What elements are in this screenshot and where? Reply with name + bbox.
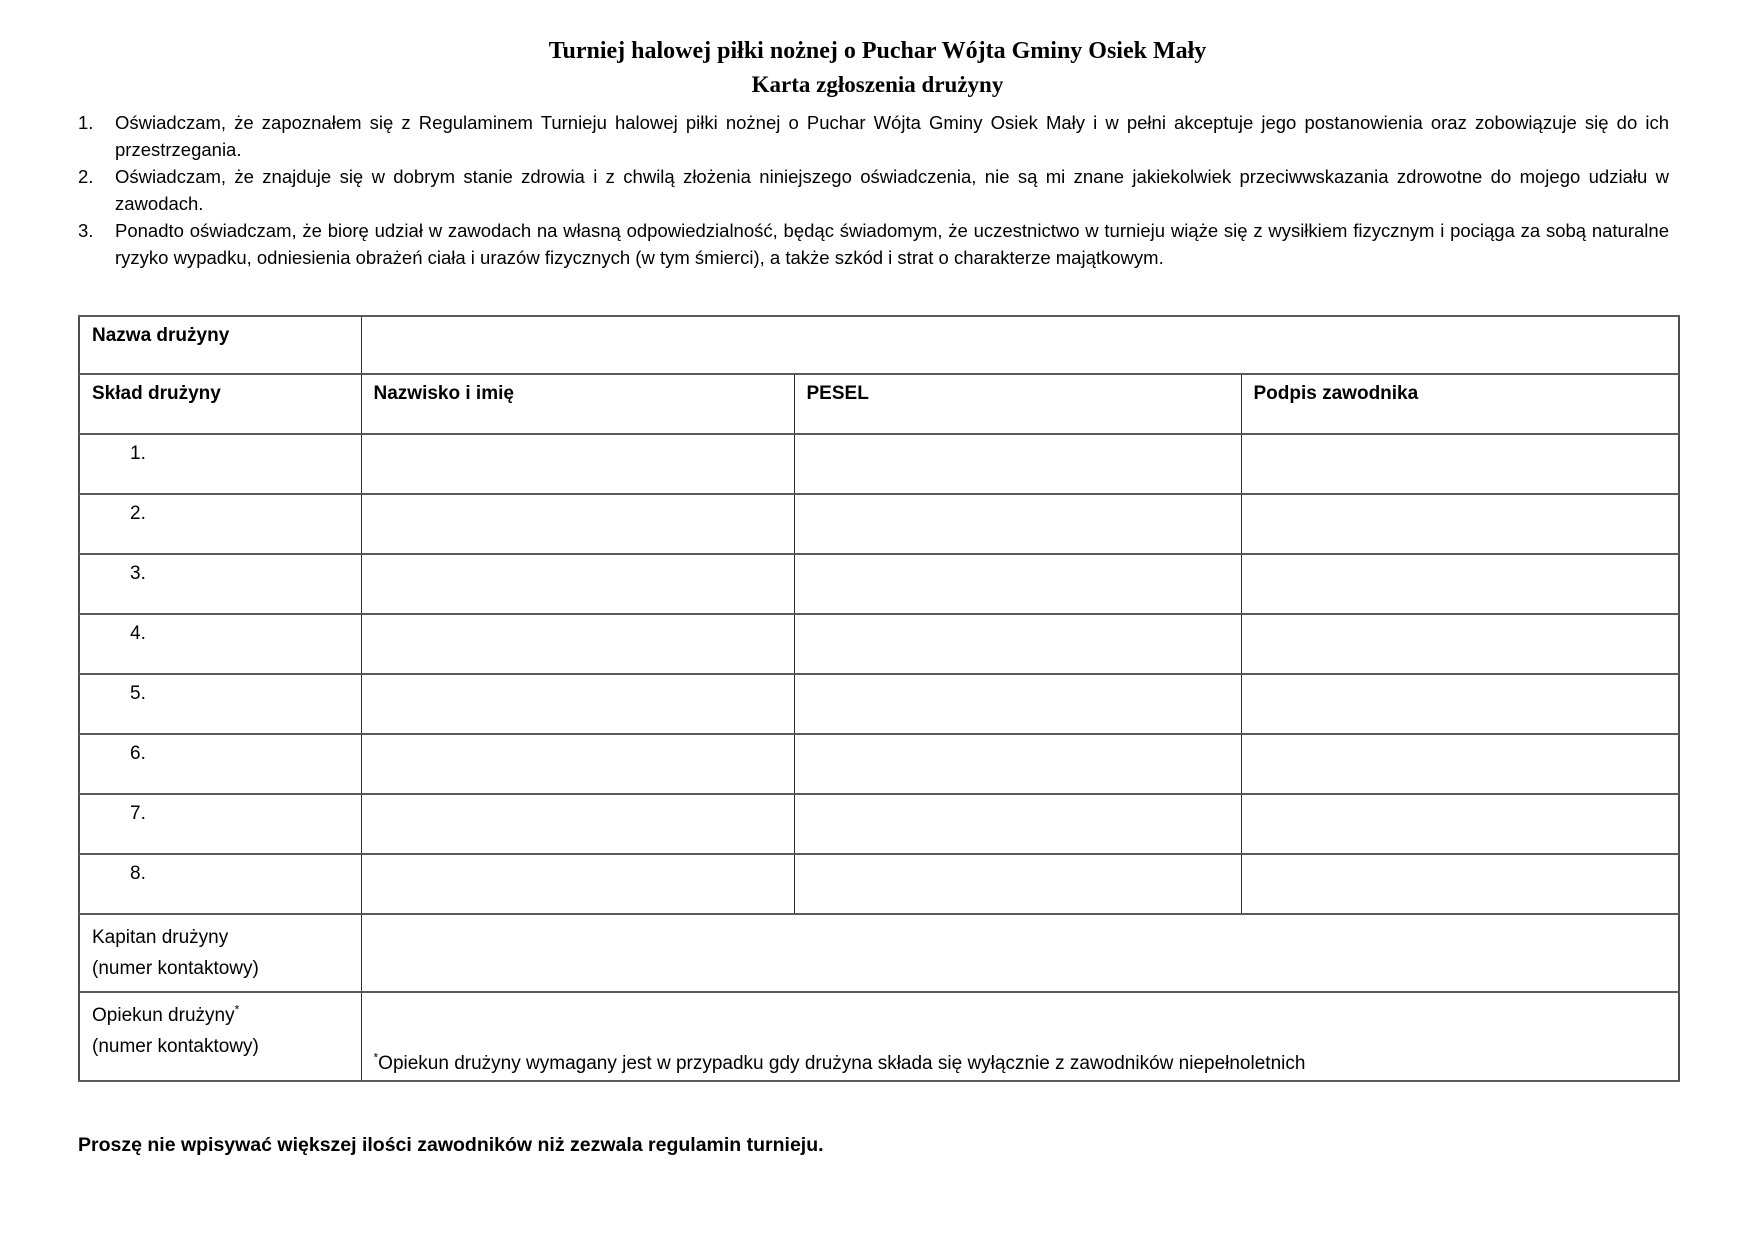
player-signature-field[interactable] xyxy=(1241,854,1679,914)
captain-contact-field[interactable] xyxy=(361,914,1679,992)
player-name-field[interactable] xyxy=(361,674,794,734)
player-name-field[interactable] xyxy=(361,554,794,614)
player-pesel-field[interactable] xyxy=(794,854,1241,914)
guardian-footnote xyxy=(374,1052,1306,1076)
player-row-7 xyxy=(79,794,1679,854)
page-subtitle: Karta zgłoszenia drużyny xyxy=(751,72,1004,97)
footer-note: Proszę nie wpisywać większej ilości zawodników niż zezwala regulamin turnieju. xyxy=(78,1134,824,1156)
player-signature-field[interactable] xyxy=(1241,794,1679,854)
guardian-row xyxy=(79,992,1679,1081)
player-signature-field[interactable] xyxy=(1241,734,1679,794)
player-row-4 xyxy=(79,614,1679,674)
declaration-number: 1. xyxy=(78,112,94,133)
player-number: 2. xyxy=(79,494,361,554)
player-signature-field[interactable] xyxy=(1241,494,1679,554)
declaration-text: Ponadto oświadczam, że biorę udział w zawodach na własną odpowiedzialność, będąc świadomym, że uczestnictwo w turnieju wiąże się z wysiłkiem fizycznym i pociąga za sobą naturalne ryzyko wypadku, odniesienia obrażeń ciała i urazów fizycznych (w tym śmierci), a także szkód i strat o charakterze majątkowym. xyxy=(115,220,1669,268)
player-signature-field[interactable] xyxy=(1241,674,1679,734)
player-pesel-field[interactable] xyxy=(794,614,1241,674)
guardian-label xyxy=(79,992,361,1081)
guardian-contact-field[interactable] xyxy=(361,992,1679,1081)
player-name-field[interactable] xyxy=(361,734,794,794)
player-row-6 xyxy=(79,734,1679,794)
player-pesel-field[interactable] xyxy=(794,794,1241,854)
column-header-signature: Podpis zawodnika xyxy=(1241,374,1679,434)
player-name-field[interactable] xyxy=(361,434,794,494)
player-pesel-field[interactable] xyxy=(794,494,1241,554)
guardian-label-line2: (numer kontaktowy) xyxy=(92,1036,259,1057)
player-number: 1. xyxy=(79,434,361,494)
declaration-item-2 xyxy=(78,163,1669,217)
declaration-number: 2. xyxy=(78,166,94,187)
player-row-8 xyxy=(79,854,1679,914)
player-name-field[interactable] xyxy=(361,794,794,854)
player-row-1 xyxy=(79,434,1679,494)
captain-label xyxy=(79,914,361,992)
player-name-field[interactable] xyxy=(361,494,794,554)
guardian-asterisk: * xyxy=(234,1002,240,1017)
player-row-5 xyxy=(79,674,1679,734)
team-registration-table xyxy=(78,315,1680,1082)
footnote-asterisk: * xyxy=(373,1050,379,1065)
player-signature-field[interactable] xyxy=(1241,614,1679,674)
team-name-row xyxy=(79,316,1679,374)
column-header-name: Nazwisko i imię xyxy=(361,374,794,434)
declaration-text: Oświadczam, że znajduje się w dobrym stanie zdrowia i z chwilą złożenia niniejszego oświadczenia, nie są mi znane jakiekolwiek przeciwwskazania zdrowotne do mojego udziału w zawodach. xyxy=(115,166,1669,214)
declaration-item-3 xyxy=(78,217,1669,271)
player-number: 8. xyxy=(79,854,361,914)
column-header-pesel: PESEL xyxy=(794,374,1241,434)
player-name-field[interactable] xyxy=(361,854,794,914)
captain-label-line2: (numer kontaktowy) xyxy=(92,958,259,979)
player-number: 7. xyxy=(79,794,361,854)
declaration-text: Oświadczam, że zapoznałem się z Regulaminem Turnieju halowej piłki nożnej o Puchar Wójta Gminy Osiek Mały i w pełni akceptuje jego postanowienia oraz zobowiązuje się do ich przestrzegania. xyxy=(115,112,1669,160)
player-signature-field[interactable] xyxy=(1241,434,1679,494)
player-number: 3. xyxy=(79,554,361,614)
player-number: 4. xyxy=(79,614,361,674)
table-header-row xyxy=(79,374,1679,434)
player-pesel-field[interactable] xyxy=(794,734,1241,794)
team-name-label: Nazwa drużyny xyxy=(79,316,361,374)
player-pesel-field[interactable] xyxy=(794,674,1241,734)
player-row-2 xyxy=(79,494,1679,554)
player-pesel-field[interactable] xyxy=(794,554,1241,614)
captain-label-line1: Kapitan drużyny xyxy=(92,927,229,948)
team-name-field[interactable] xyxy=(361,316,1679,374)
player-name-field[interactable] xyxy=(361,614,794,674)
declarations-list xyxy=(78,109,1669,271)
page-title: Turniej halowej piłki nożnej o Puchar Wójta Gminy Osiek Mały xyxy=(548,38,1207,64)
player-number: 6. xyxy=(79,734,361,794)
player-row-3 xyxy=(79,554,1679,614)
guardian-label-line1: Opiekun drużyny xyxy=(92,1005,235,1026)
player-number: 5. xyxy=(79,674,361,734)
player-pesel-field[interactable] xyxy=(794,434,1241,494)
player-signature-field[interactable] xyxy=(1241,554,1679,614)
footnote-text: Opiekun drużyny wymagany jest w przypadku gdy drużyna składa się wyłącznie z zawodników niepełnoletnich xyxy=(378,1053,1306,1074)
declaration-number: 3. xyxy=(78,220,94,241)
declaration-item-1 xyxy=(78,109,1669,163)
column-header-squad: Skład drużyny xyxy=(79,374,361,434)
captain-row xyxy=(79,914,1679,992)
